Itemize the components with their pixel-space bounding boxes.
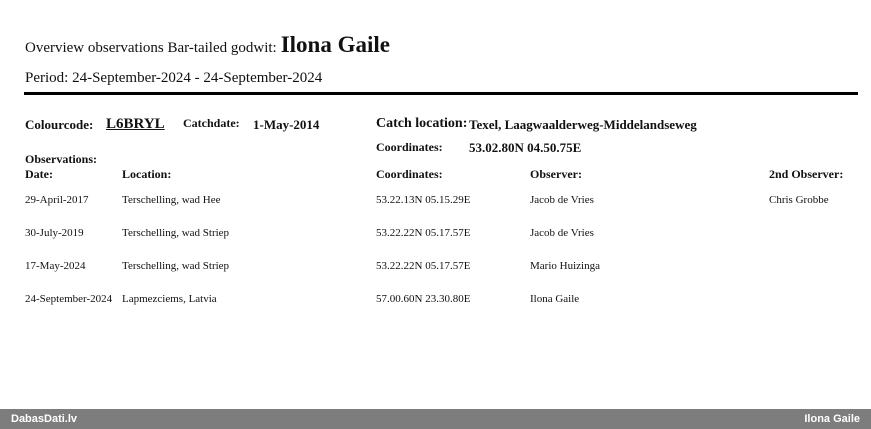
- coordinates-value: 53.02.80N 04.50.75E: [469, 140, 582, 155]
- colourcode-value: L6BRYL: [106, 116, 165, 132]
- catch-location-label: Catch location:: [376, 116, 468, 131]
- header-divider: [24, 92, 858, 95]
- footer-user-name: Ilona Gaile: [804, 413, 860, 425]
- row-date: 30-July-2019: [25, 227, 84, 239]
- footer-site-name: DabasDati.lv: [11, 413, 78, 425]
- column-header-location: Location:: [122, 167, 172, 181]
- observations-label: Observations:: [25, 152, 97, 166]
- catch-location-value: Texel, Laagwaalderweg-Middelandseweg: [469, 117, 697, 132]
- column-header-second-observer: 2nd Observer:: [769, 167, 844, 181]
- column-header-observer: Observer:: [530, 167, 582, 181]
- row-coordinates: 53.22.22N 05.17.57E: [376, 227, 471, 239]
- row-location: Terschelling, wad Striep: [122, 227, 230, 239]
- row-location: Lapmezciems, Latvia: [122, 293, 217, 305]
- period-text: Period: 24-September-2024 - 24-September-2024: [25, 70, 323, 86]
- row-location: Terschelling, wad Hee: [122, 194, 221, 206]
- row-observer: Ilona Gaile: [530, 293, 580, 305]
- row-coordinates: 53.22.13N 05.15.29E: [376, 194, 471, 206]
- row-observer: Jacob de Vries: [530, 194, 594, 206]
- column-header-coordinates: Coordinates:: [376, 167, 443, 181]
- column-header-date: Date:: [25, 167, 53, 181]
- footer-bar: [0, 409, 871, 429]
- row-observer: Jacob de Vries: [530, 227, 594, 239]
- title-prefix: Overview observations Bar-tailed godwit:: [25, 40, 277, 56]
- row-date: 24-September-2024: [25, 293, 113, 305]
- catchdate-value: 1-May-2014: [253, 117, 320, 132]
- row-date: 29-April-2017: [25, 194, 89, 206]
- row-observer: Mario Huizinga: [530, 260, 600, 272]
- row-second-observer: Chris Grobbe: [769, 194, 829, 206]
- row-coordinates: 53.22.22N 05.17.57E: [376, 260, 471, 272]
- coordinates-label: Coordinates:: [376, 140, 443, 154]
- catchdate-label: Catchdate:: [183, 116, 240, 130]
- row-date: 17-May-2024: [25, 260, 86, 272]
- row-location: Terschelling, wad Striep: [122, 260, 230, 272]
- colourcode-label: Colourcode:: [25, 117, 94, 132]
- observer-name-title: Ilona Gaile: [280, 32, 390, 57]
- row-coordinates: 57.00.60N 23.30.80E: [376, 293, 471, 305]
- page-title: [25, 32, 390, 58]
